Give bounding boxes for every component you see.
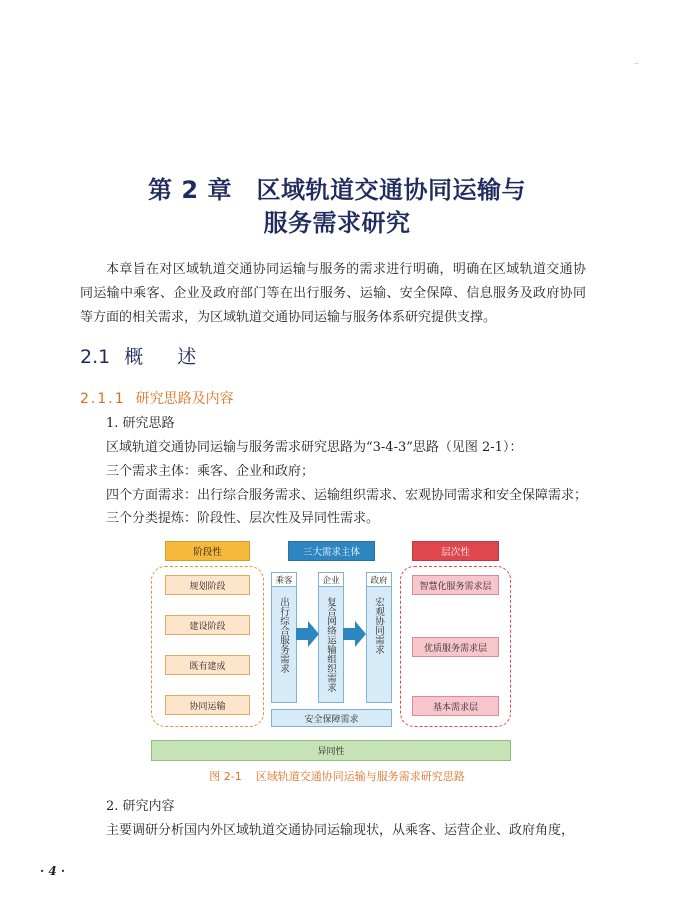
level-item: 优质服务需求层 [412,637,499,657]
stage-item: 规划阶段 [165,575,250,595]
intro-paragraph: 本章旨在对区域轨道交通协同运输与服务的需求进行明确，明确在区域轨道交通协同运输中乘客、企业及政府部门等在出行服务、运输、安全保障、信息服务及政府协同等方面的相关需求，为区域轨道交通协同运输与服务体系研究提供支撑。 [80,262,586,325]
subsection-heading [80,388,234,408]
page-number: · 4 · [40,864,66,878]
figure-caption [0,768,674,784]
demand-government: 宏观协同需求 [373,597,384,654]
arrow-right-icon [343,621,367,647]
demand-enterprise: 复合网络运输组织需求 [325,597,336,692]
body-line-3: 四个方面需求：出行综合服务需求、运输组织需求、宏观协同需求和安全保障需求； [106,488,588,503]
subject-enterprise: 企业 [318,572,344,587]
body-line-2: 三个需求主体：乘客、企业和政府； [106,464,315,479]
stage-item: 既有建成 [165,655,250,675]
demand-passenger: 出行综合服务需求 [278,597,289,673]
chapter-title-line2: 服务需求研究 [263,209,411,237]
subsection-title: 研究思路及内容 [135,391,234,407]
right-header: 层次性 [412,541,499,561]
section-heading [80,342,196,369]
figure-2-1 [150,539,515,765]
section-title-a: 概 [124,346,144,368]
left-header: 阶段性 [165,541,250,561]
corner-mark: ·· [634,60,639,68]
center-header: 三大需求主体 [288,541,375,561]
section-number: 2.1 [80,346,111,368]
body-line-1: 区域轨道交通协同运输与服务需求研究思路为“3-4-3”思路（见图 2-1）： [106,440,523,455]
subject-passenger: 乘客 [271,572,297,587]
level-item: 基本需求层 [412,696,499,716]
stage-item: 建设阶段 [165,615,250,635]
level-item: 智慧化服务需求层 [412,575,499,595]
chapter-title-line1: 第 2 章 区域轨道交通协同运输与 [148,176,526,204]
figure-caption-text: 区域轨道交通协同运输与服务需求研究思路 [255,770,465,783]
arrow-right-icon [296,621,320,647]
figure-caption-number: 图 2-1 [209,770,242,783]
subject-government: 政府 [366,572,392,587]
stage-item: 协同运输 [165,695,250,715]
body-line-4: 三个分类提炼：阶段性、层次性及异同性需求。 [106,511,380,526]
safety-demand: 安全保障需求 [271,709,392,727]
body-line-5: 主要调研分析国内外区域轨道交通协同运输现状，从乘客、运营企业、政府角度， [106,823,575,838]
section-title-b: 述 [177,346,197,368]
difference-bar: 异同性 [151,740,511,761]
item2-title: 2. 研究内容 [106,799,175,814]
subsection-number: 2.1.1 [80,391,126,407]
item1-title: 1. 研究思路 [106,416,175,431]
